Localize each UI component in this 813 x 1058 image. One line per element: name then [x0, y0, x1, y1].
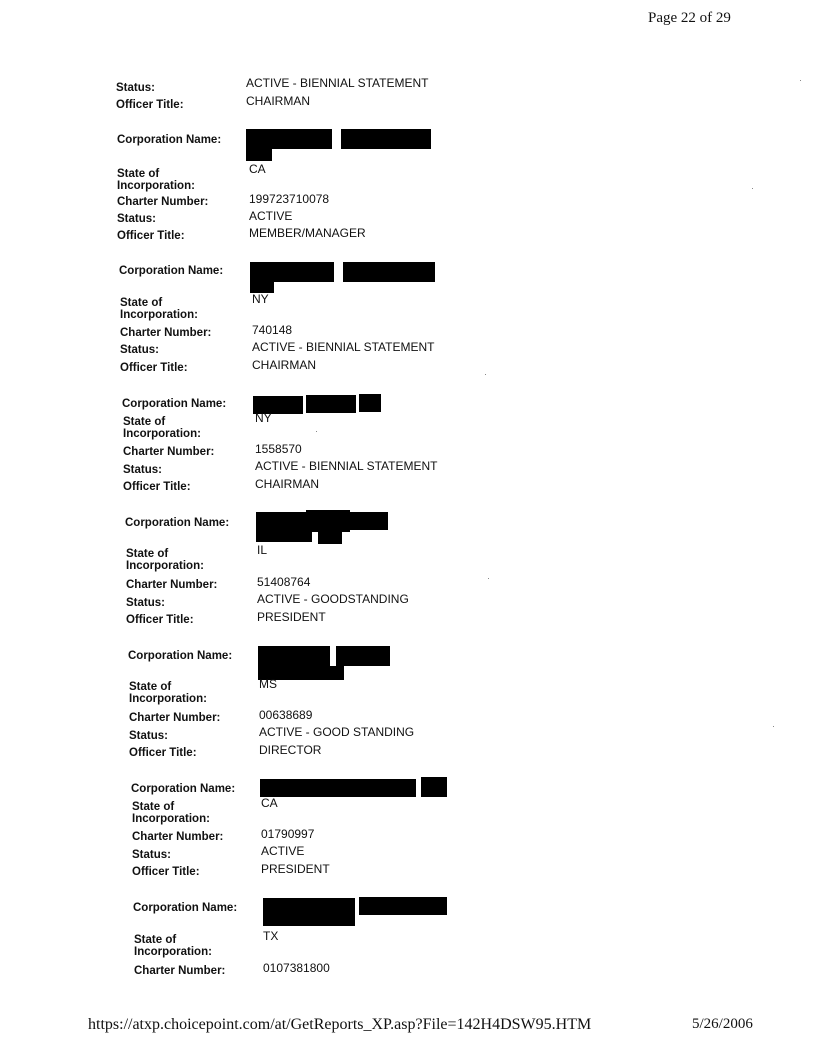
scan-speck: [316, 431, 317, 432]
scan-speck: [800, 80, 801, 81]
corporation-name-label: Corporation Name:: [133, 902, 238, 914]
officer-title-value: PRESIDENT: [257, 610, 326, 624]
redacted-corporation-name: [263, 898, 355, 926]
charter-number-value: 199723710078: [249, 192, 330, 206]
incorporation-label: Incorporation:: [134, 946, 212, 958]
charter-number-value: 51408764: [257, 575, 311, 589]
status-value: ACTIVE - GOODSTANDING: [257, 592, 409, 606]
page-header: Page 22 of 29: [648, 10, 731, 26]
redacted-corporation-name: [359, 897, 447, 915]
state-value: CA: [261, 796, 278, 810]
redacted-corporation-name: [343, 262, 435, 282]
scan-speck: [752, 188, 753, 189]
redacted-corporation-name: [246, 129, 332, 149]
state-value: TX: [263, 929, 279, 943]
officer-title-value: DIRECTOR: [259, 743, 322, 757]
state-of-label: State of: [126, 548, 169, 560]
incorporation-label: Incorporation:: [120, 309, 198, 321]
charter-number-value: 0107381800: [263, 961, 330, 975]
redacted-corporation-name: [306, 510, 350, 532]
incorporation-label: Incorporation:: [123, 428, 201, 440]
status-label: Status:: [123, 464, 162, 476]
officer-title-label: Officer Title:: [126, 614, 194, 626]
officer-title-label: Officer Title:: [129, 747, 197, 759]
state-value: NY: [252, 292, 269, 306]
state-value: NY: [255, 411, 272, 425]
incorporation-label: Incorporation:: [132, 813, 210, 825]
state-of-label: State of: [129, 681, 172, 693]
state-of-label: State of: [134, 934, 177, 946]
redacted-corporation-name: [250, 262, 334, 282]
charter-number-value: 1558570: [255, 442, 302, 456]
corporation-name-label: Corporation Name:: [119, 265, 224, 277]
redacted-corporation-name: [256, 530, 312, 542]
officer-title-label: Officer Title:: [120, 362, 188, 374]
officer-title-label: Officer Title:: [117, 230, 185, 242]
status-value: ACTIVE: [261, 844, 305, 858]
status-value: ACTIVE: [249, 209, 293, 223]
corporation-name-label: Corporation Name:: [122, 398, 227, 410]
status-label: Status:: [117, 213, 156, 225]
officer-title-value: CHAIRMAN: [252, 358, 317, 372]
scan-speck: [773, 726, 774, 727]
corporation-name-label: Corporation Name:: [117, 134, 222, 146]
footer-url: https://atxp.choicepoint.com/at/GetReports_XP.asp?File=142H4DSW95.HTM: [88, 1016, 592, 1033]
incorporation-label: Incorporation:: [129, 693, 207, 705]
redacted-corporation-name: [318, 530, 342, 544]
status-value: ACTIVE - GOOD STANDING: [259, 725, 415, 739]
redacted-corporation-name: [341, 129, 431, 149]
officer-title-value: CHAIRMAN: [255, 477, 320, 491]
incorporation-label: Incorporation:: [126, 560, 204, 572]
charter-number-label: Charter Number:: [120, 327, 212, 339]
redacted-corporation-name: [336, 646, 390, 666]
redacted-corporation-name: [350, 512, 388, 530]
incorporation-label: Incorporation:: [117, 180, 195, 192]
officer-title-label: Officer Title:: [123, 481, 191, 493]
officer-title-value: PRESIDENT: [261, 862, 330, 876]
corporation-name-label: Corporation Name:: [128, 650, 233, 662]
officer-title-label: Officer Title:: [132, 866, 200, 878]
charter-number-label: Charter Number:: [123, 446, 215, 458]
charter-number-label: Charter Number:: [132, 831, 224, 843]
charter-number-value: 01790997: [261, 827, 315, 841]
status-label: Status:: [126, 597, 165, 609]
status-label: Status:: [132, 849, 171, 861]
officer-title-label: Officer Title:: [116, 99, 184, 111]
status-label: Status:: [116, 82, 155, 94]
redacted-corporation-name: [421, 777, 447, 797]
redacted-corporation-name: [260, 779, 416, 797]
redacted-corporation-name: [306, 395, 356, 413]
officer-title-value: MEMBER/MANAGER: [249, 226, 366, 240]
status-label: Status:: [120, 344, 159, 356]
state-of-label: State of: [117, 168, 160, 180]
charter-number-label: Charter Number:: [126, 579, 218, 591]
charter-number-label: Charter Number:: [134, 965, 226, 977]
status-value: ACTIVE - BIENNIAL STATEMENT: [246, 76, 429, 90]
charter-number-label: Charter Number:: [117, 196, 209, 208]
scan-speck: [488, 578, 489, 579]
status-value: ACTIVE - BIENNIAL STATEMENT: [255, 459, 438, 473]
state-value: CA: [249, 162, 266, 176]
scan-speck: [485, 374, 486, 375]
redacted-corporation-name: [246, 147, 272, 161]
charter-number-value: 00638689: [259, 708, 313, 722]
footer-date: 5/26/2006: [692, 1016, 753, 1032]
corporation-name-label: Corporation Name:: [131, 783, 236, 795]
state-of-label: State of: [123, 416, 166, 428]
state-value: MS: [259, 677, 277, 691]
charter-number-value: 740148: [252, 323, 293, 337]
officer-title-value: CHAIRMAN: [246, 94, 311, 108]
redacted-corporation-name: [256, 512, 306, 532]
status-value: ACTIVE - BIENNIAL STATEMENT: [252, 340, 435, 354]
redacted-corporation-name: [359, 394, 381, 412]
corporation-name-label: Corporation Name:: [125, 517, 230, 529]
state-of-label: State of: [120, 297, 163, 309]
charter-number-label: Charter Number:: [129, 712, 221, 724]
status-label: Status:: [129, 730, 168, 742]
state-value: IL: [257, 543, 268, 557]
state-of-label: State of: [132, 801, 175, 813]
redacted-corporation-name: [258, 646, 330, 668]
